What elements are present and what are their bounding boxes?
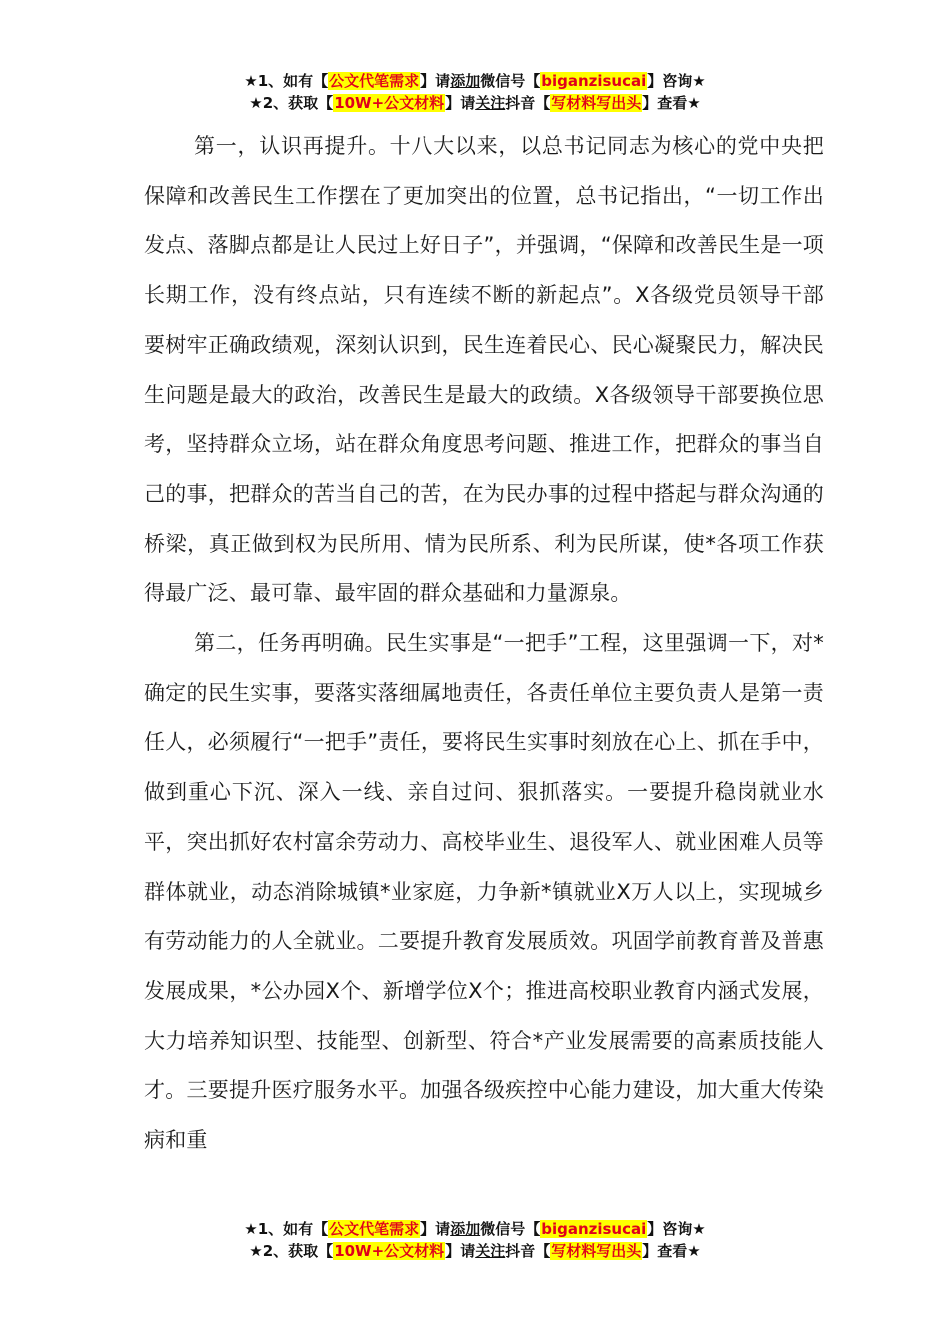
banner-text: 抖音【 bbox=[505, 1242, 551, 1260]
highlight-service: 公文代笔需求 bbox=[329, 1220, 420, 1238]
banner-line-1 bbox=[0, 1218, 950, 1240]
banner-text: 微信号【 bbox=[480, 72, 541, 90]
banner-text: 】请 bbox=[420, 1220, 451, 1238]
banner-text: 】请 bbox=[420, 72, 451, 90]
banner-text-underlined: 添加 bbox=[450, 1220, 481, 1238]
banner-line-2 bbox=[0, 92, 950, 114]
banner-text: 】咨询★ bbox=[647, 1220, 706, 1238]
banner-text: 抖音【 bbox=[505, 94, 551, 112]
footer-banner bbox=[0, 1218, 950, 1262]
highlight-douyin-account: 写材料写出头 bbox=[551, 94, 642, 112]
highlight-douyin-account: 写材料写出头 bbox=[551, 1242, 642, 1260]
banner-line-1 bbox=[0, 70, 950, 92]
paragraph-2: 第二，任务再明确。民生实事是“一把手”工程，这里强调一下，对*确定的民生实事，要落实落细属地责任，各责任单位主要负责人是第一责任人，必须履行“一把手”责任，要将民生实事时刻放在心上、抓在手中，做到重心下沉、深入一线、亲自过问、狠抓落实。一要提升稳岗就业水平，突出抓好农村富余劳动力、高校毕业生、退役军人、就业困难人员等群体就业，动态消除城镇*业家庭，力争新*镇就业X万人以上，实现城乡有劳动能力的人全就业。二要提升教育发展质效。巩固学前教育普及普惠发展成果，*公办园X个、新增学位X个；推进高校职业教育内涵式发展，大力培养知识型、技能型、创新型、符合*产业发展需要的高素质技能人才。三要提升医疗服务水平。加强各级疾控中心能力建设，加大重大传染病和重 bbox=[144, 631, 824, 1153]
banner-text-underlined: 关注 bbox=[475, 94, 506, 112]
highlight-service: 公文代笔需求 bbox=[329, 72, 420, 90]
header-banner bbox=[0, 70, 950, 114]
banner-line-2 bbox=[0, 1240, 950, 1262]
banner-text: ★2、获取【 bbox=[249, 94, 334, 112]
document-body bbox=[144, 122, 824, 1166]
banner-text: 】请 bbox=[445, 1242, 476, 1260]
banner-text: 】请 bbox=[445, 94, 476, 112]
banner-text: ★1、如有【 bbox=[244, 1220, 329, 1238]
highlight-materials: 10W+公文材料 bbox=[334, 1242, 445, 1260]
banner-text: 】查看★ bbox=[642, 1242, 701, 1260]
banner-text-underlined: 关注 bbox=[475, 1242, 506, 1260]
banner-text: 】咨询★ bbox=[647, 72, 706, 90]
highlight-wechat-id: biganzisucai bbox=[541, 1220, 647, 1238]
banner-text-underlined: 添加 bbox=[450, 72, 481, 90]
banner-text: ★1、如有【 bbox=[244, 72, 329, 90]
highlight-materials: 10W+公文材料 bbox=[334, 94, 445, 112]
banner-text: 微信号【 bbox=[480, 1220, 541, 1238]
paragraph-1: 第一，认识再提升。十八大以来，以总书记同志为核心的党中央把保障和改善民生工作摆在了更加突出的位置，总书记指出，“一切工作出发点、落脚点都是让人民过上好日子”，并强调，“保障和改善民生是一项长期工作，没有终点站，只有连续不断的新起点”。X各级党员领导干部要树牢正确政绩观，深刻认识到，民生连着民心、民心凝聚民力，解决民生问题是最大的政治，改善民生是最大的政绩。X各级领导干部要换位思考，坚持群众立场，站在群众角度思考问题、推进工作，把群众的事当自己的事，把群众的苦当自己的苦，在为民办事的过程中搭起与群众沟通的桥梁，真正做到权为民所用、情为民所系、利为民所谋，使*各项工作获得最广泛、最可靠、最牢固的群众基础和力量源泉。 bbox=[144, 134, 824, 606]
highlight-wechat-id: biganzisucai bbox=[541, 72, 647, 90]
banner-text: ★2、获取【 bbox=[249, 1242, 334, 1260]
banner-text: 】查看★ bbox=[642, 94, 701, 112]
